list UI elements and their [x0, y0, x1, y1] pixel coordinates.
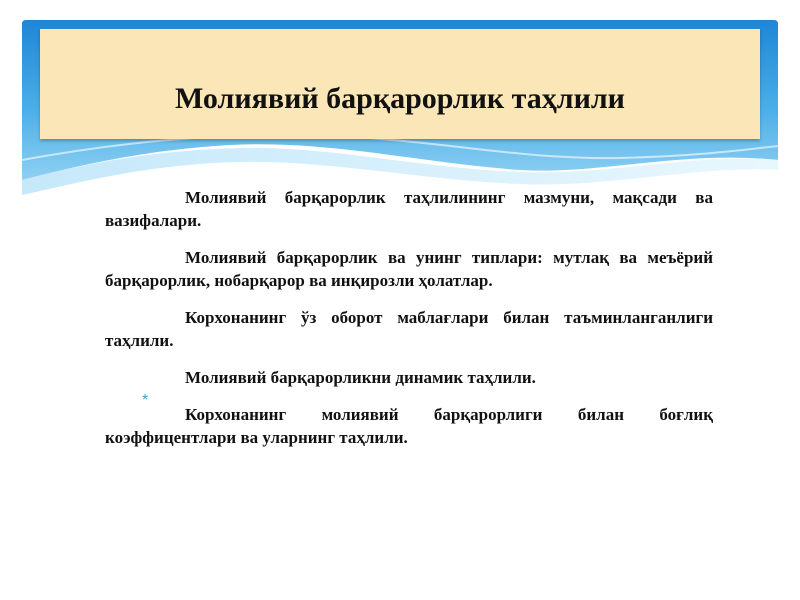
bullet-marker: * [142, 392, 149, 409]
paragraph-1: Молиявий барқарорлик таҳлилининг мазмуни, мақсади ва вазифалари. [105, 188, 713, 230]
paragraph-5: Корхонанинг молиявий барқарорлиги билан боғлиқ коэффицентлари ва уларнинг таҳлили. [105, 405, 713, 447]
paragraph-4: Молиявий барқарорликни динамик таҳлили. [185, 368, 536, 387]
slide-body [105, 186, 713, 463]
paragraph-3: Корхонанинг ўз оборот маблағлари билан таъминланганлиги таҳлили. [105, 308, 713, 350]
title-box [40, 29, 760, 139]
paragraph-2: Молиявий барқарорлик ва унинг типлари: мутлақ ва меъёрий барқарорлик, нобарқарор ва инқирозли ҳолатлар. [105, 248, 713, 290]
slide-title: Молиявий барқарорлик таҳлили [175, 82, 625, 115]
